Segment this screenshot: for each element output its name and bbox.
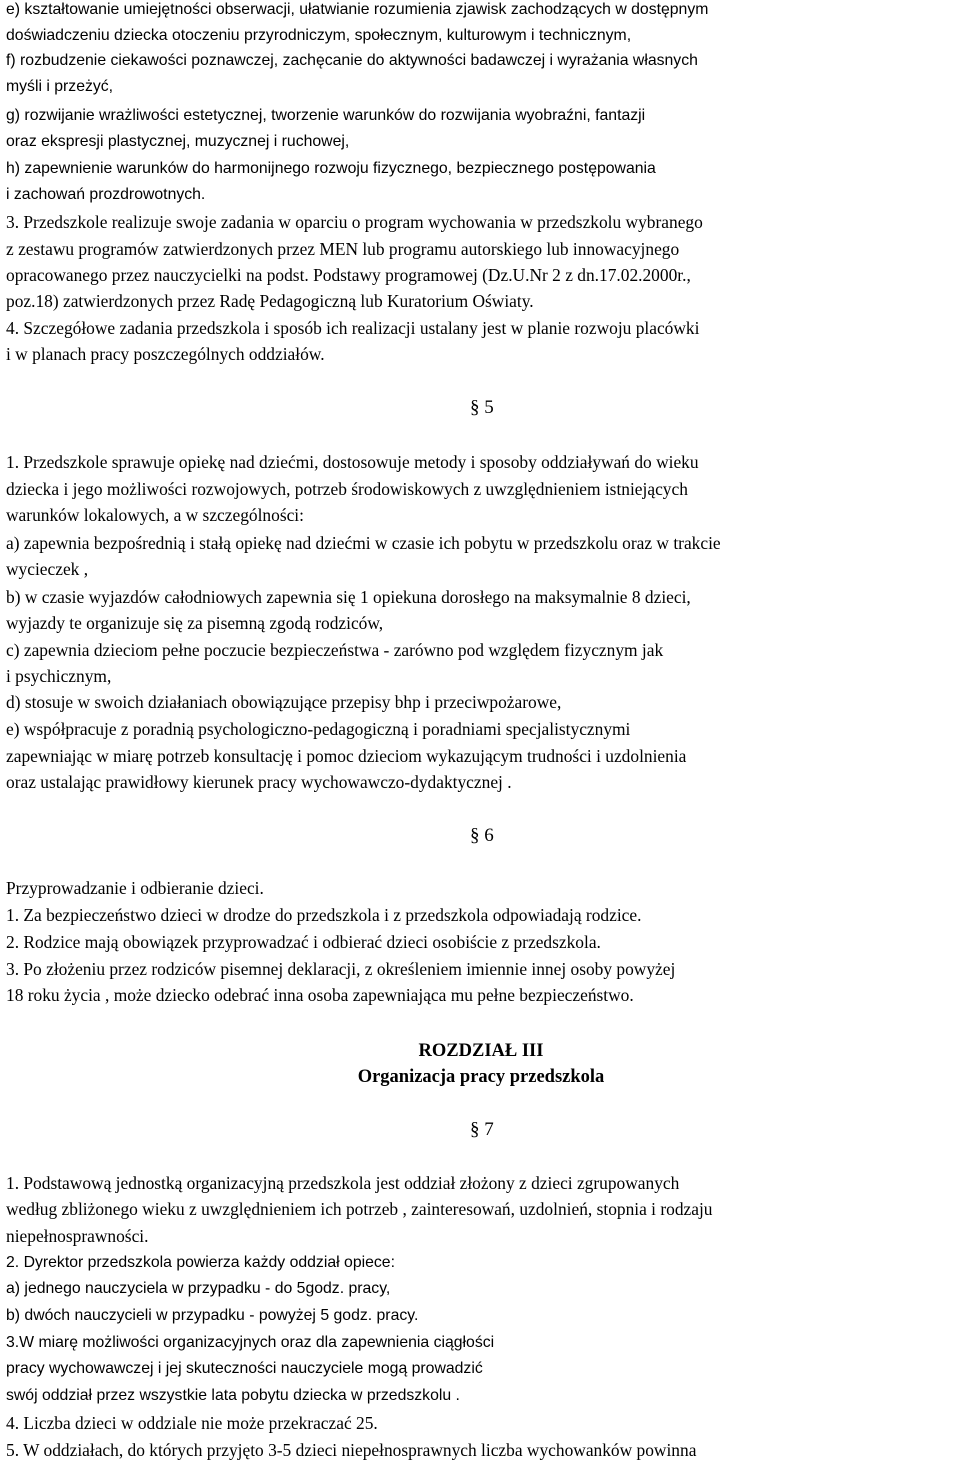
text-line: niepełnosprawności. <box>6 1226 149 1246</box>
text-line: 2. Rodzice mają obowiązek przyprowadzać i odbierać dzieci osobiście z przedszkola. <box>6 932 601 952</box>
section-mark-5: § 5 <box>470 397 494 418</box>
text-line: b) dwóch nauczycieli w przypadku - powyżej 5 godz. pracy. <box>6 1307 419 1324</box>
text-line: 18 roku życia , może dziecko odebrać inna osoba zapewniająca mu pełne bezpieczeństwo. <box>6 985 634 1005</box>
text-line: 3. Po złożeniu przez rodziców pisemnej deklaracji, z określeniem imiennie innej osoby powyżej <box>6 959 676 979</box>
text-line: 2. Dyrektor przedszkola powierza każdy oddział opiece: <box>6 1254 395 1271</box>
text-line: 5. W oddziałach, do których przyjęto 3-5 dzieci niepełnosprawnych liczba wychowanków powinna <box>6 1440 697 1460</box>
text-line: wyjazdy te organizuje się za pisemną zgodą rodziców, <box>6 613 384 633</box>
chapter-subtitle: Organizacja pracy przedszkola <box>357 1067 605 1087</box>
text-line: f) rozbudzenie ciekawości poznawczej, zachęcanie do aktywności badawczej i wyrażania własnych <box>6 52 698 69</box>
chapter-title: ROZDZIAŁ III <box>418 1041 544 1061</box>
text-line: h) zapewnienie warunków do harmonijnego rozwoju fizycznego, bezpiecznego postępowania <box>6 160 656 177</box>
text-line: g) rozwijanie wrażliwości estetycznej, tworzenie warunków do rozwijania wyobraźni, fantazji <box>6 107 646 124</box>
text-line: 4. Szczegółowe zadania przedszkola i sposób ich realizacji ustalany jest w planie rozwoju placówki <box>6 318 700 338</box>
text-line: d) stosuje w swoich działaniach obowiązujące przepisy bhp i przeciwpożarowe, <box>6 692 562 712</box>
text-line: 4. Liczba dzieci w oddziale nie może przekraczać 25. <box>6 1413 378 1433</box>
section-mark-6: § 6 <box>470 825 494 846</box>
text-line: e) współpracuje z poradnią psychologiczno-pedagogiczną i poradniami specjalistycznymi <box>6 719 631 739</box>
text-line: Przyprowadzanie i odbieranie dzieci. <box>6 878 264 898</box>
text-line: warunków lokalowych, a w szczególności: <box>6 505 304 525</box>
section-mark-7: § 7 <box>470 1119 494 1140</box>
text-line: a) zapewnia bezpośrednią i stałą opiekę nad dziećmi w czasie ich pobytu w przedszkolu oraz w trakcie <box>6 533 721 553</box>
text-line: 1. Przedszkole sprawuje opiekę nad dziećmi, dostosowuje metody i sposoby oddziaływań do wieku <box>6 452 699 472</box>
text-line: myśli i przeżyć, <box>6 78 114 95</box>
text-line: z zestawu programów zatwierdzonych przez MEN lub programu autorskiego lub innowacyjnego <box>6 239 680 259</box>
text-line: oraz ustalając prawidłowy kierunek pracy wychowawczo-dydaktycznej . <box>6 772 512 792</box>
text-line: a) jednego nauczyciela w przypadku - do 5godz. pracy, <box>6 1280 391 1297</box>
text-line: poz.18) zatwierdzonych przez Radę Pedagogiczną lub Kuratorium Oświaty. <box>6 291 534 311</box>
text-line: 1. Podstawową jednostką organizacyjną przedszkola jest oddział złożony z dzieci zgrupowanych <box>6 1173 680 1193</box>
text-line: 3. Przedszkole realizuje swoje zadania w oparciu o program wychowania w przedszkolu wybranego <box>6 212 703 232</box>
text-line: oraz ekspresji plastycznej, muzycznej i ruchowej, <box>6 133 350 150</box>
text-line: 3.W miarę możliwości organizacyjnych oraz dla zapewnienia ciągłości <box>6 1334 495 1351</box>
text-line: e) kształtowanie umiejętności obserwacji, ułatwianie rozumienia zjawisk zachodzących w dostępnym <box>6 1 709 18</box>
text-line: opracowanego przez nauczycielki na podst. Podstawy programowej (Dz.U.Nr 2 z dn.17.02.2000r., <box>6 265 691 285</box>
text-line: 1. Za bezpieczeństwo dzieci w drodze do przedszkola i z przedszkola odpowiadają rodzice. <box>6 905 642 925</box>
text-line: zapewniając w miarę potrzeb konsultację i pomoc dzieciom wykazującym trudności i uzdolnienia <box>6 746 687 766</box>
text-line: i psychicznym, <box>6 666 112 686</box>
text-line: dziecka i jego możliwości rozwojowych, potrzeb środowiskowych z uwzględnieniem istniejących <box>6 479 688 499</box>
text-line: pracy wychowawczej i jej skuteczności nauczyciele mogą prowadzić <box>6 1360 483 1377</box>
text-line: b) w czasie wyjazdów całodniowych zapewnia się 1 opiekuna dorosłego na maksymalnie 8 dzieci, <box>6 587 691 607</box>
text-line: c) zapewnia dzieciom pełne poczucie bezpieczeństwa - zarówno pod względem fizycznym jak <box>6 640 664 660</box>
text-line: doświadczeniu dziecka otoczeniu przyrodniczym, społecznym, kulturowym i technicznym, <box>6 27 632 44</box>
text-line: wycieczek , <box>6 559 89 579</box>
text-line: swój oddział przez wszystkie lata pobytu dziecka w przedszkolu . <box>6 1387 460 1404</box>
text-line: według zbliżonego wieku z uwzględnieniem ich potrzeb , zainteresowań, uzdolnień, stopnia i rodzaju <box>6 1199 713 1219</box>
text-line: i zachowań prozdrowotnych. <box>6 186 206 203</box>
text-line: i w planach pracy poszczególnych oddziałów. <box>6 344 325 364</box>
